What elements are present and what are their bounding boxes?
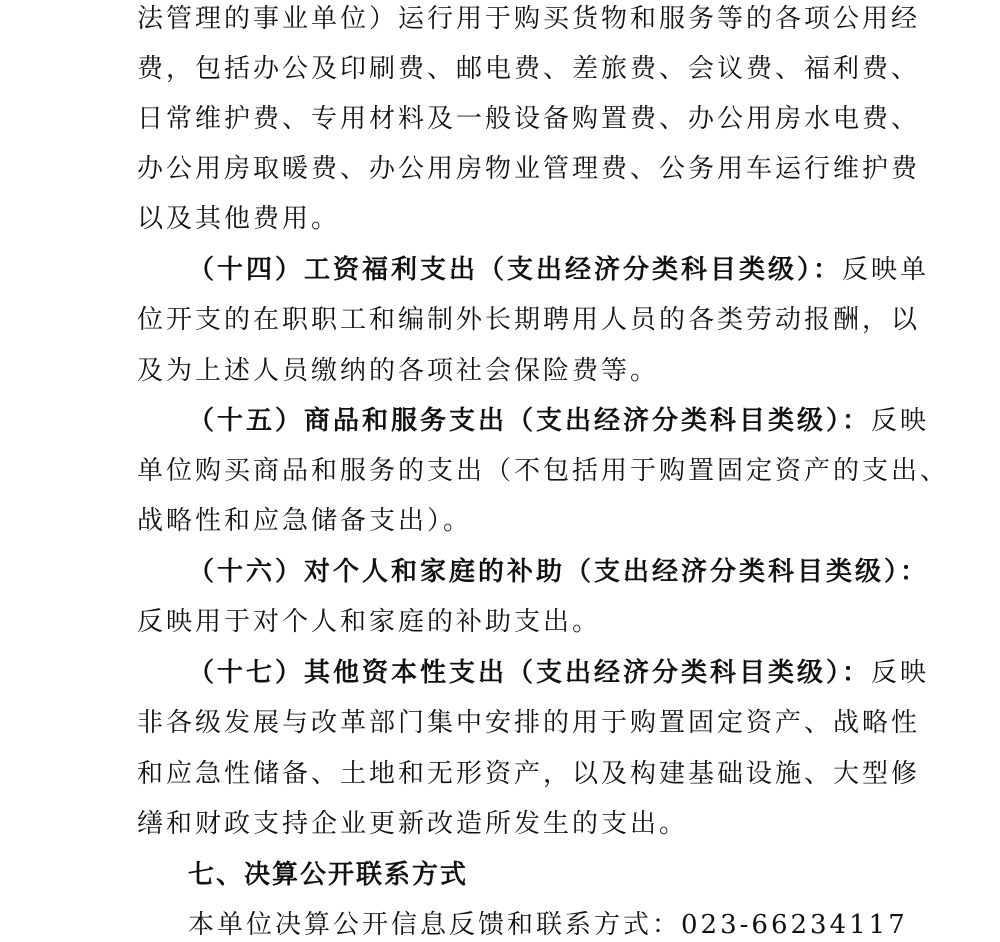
paragraph-item-16: [188, 555, 929, 589]
contact-line: 本单位决算公开信息反馈和联系方式：023-66234117: [188, 910, 908, 940]
text-line: 单位购买商品和服务的支出（不包括用于购置固定资产的支出、: [137, 456, 950, 486]
text-line: 非各级发展与改革部门集中安排的用于购置固定资产、战略性: [137, 708, 921, 738]
text-line: 日常维护费、专用材料及一般设备购置费、办公用房水电费、: [137, 104, 921, 134]
item-text: 反映: [871, 658, 930, 688]
text-line: 及为上述人员缴纳的各项社会保险费等。: [137, 356, 660, 386]
section-heading: 七、决算公开联系方式: [188, 860, 469, 890]
text-line: 位开支的在职职工和编制外长期聘用人员的各类劳动报酬，以: [137, 305, 921, 335]
item-title: （十五）商品和服务支出（支出经济分类科目类级）：: [188, 406, 872, 436]
paragraph-item-14: [188, 253, 929, 287]
text-line: 和应急性储备、土地和无形资产，以及构建基础设施、大型修: [137, 759, 921, 789]
item-text: 反映: [871, 406, 930, 436]
paragraph-item-17: [188, 656, 929, 690]
text-line: 费，包括办公及印刷费、邮电费、差旅费、会议费、福利费、: [137, 54, 921, 84]
item-text: 反映单: [842, 255, 930, 285]
text-line: 以及其他费用。: [137, 204, 341, 234]
text-line: 反映用于对个人和家庭的补助支出。: [137, 607, 602, 637]
text-line: 法管理的事业单位）运行用于购买货物和服务等的各项公用经: [137, 4, 921, 34]
text-line: 办公用房取暖费、办公用房物业管理费、公务用车运行维护费: [137, 154, 921, 184]
text-line: 缮和财政支持企业更新改造所发生的支出。: [137, 809, 689, 839]
item-title: （十七）其他资本性支出（支出经济分类科目类级）：: [188, 658, 872, 688]
item-title: （十四）工资福利支出（支出经济分类科目类级）：: [188, 255, 843, 285]
item-title: （十六）对个人和家庭的补助（支出经济分类科目类级）：: [188, 557, 930, 587]
text-line: 战略性和应急储备支出）。: [137, 506, 473, 536]
paragraph-item-15: [188, 404, 929, 438]
